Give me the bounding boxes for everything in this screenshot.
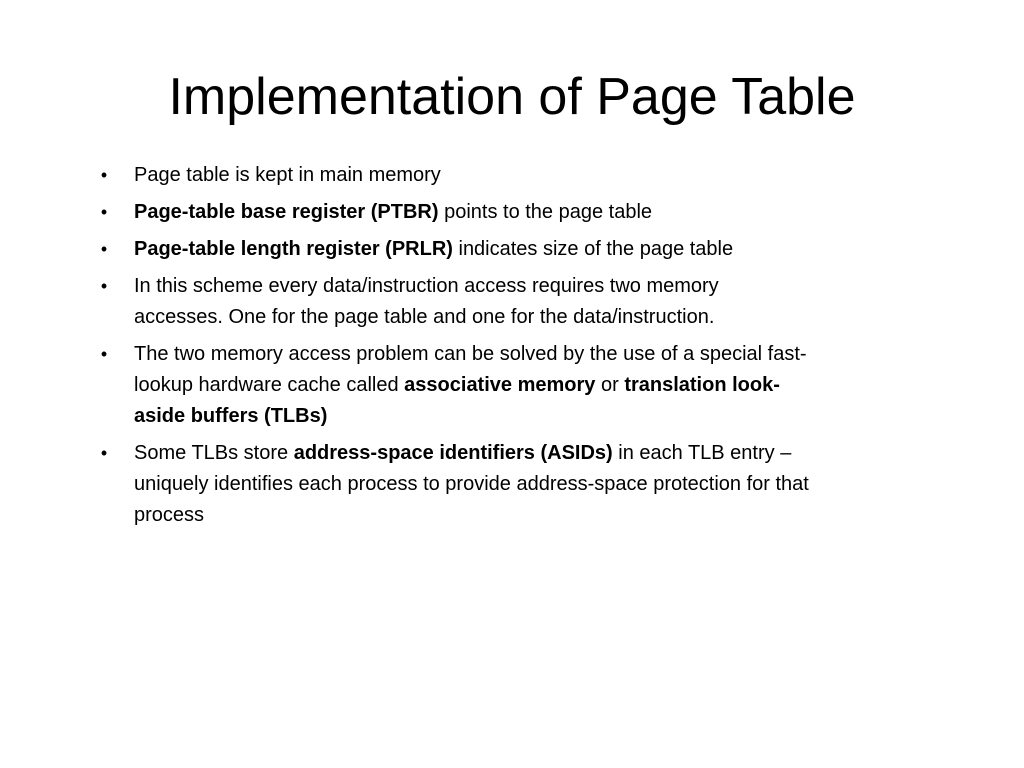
bullet-item <box>100 160 834 191</box>
bullet-text: in each TLB entry – uniquely identifies each process to provide address-space protection for that process <box>134 442 809 526</box>
bullet-item <box>100 197 834 228</box>
bullet-item <box>100 271 754 333</box>
bullet-item <box>100 234 834 265</box>
bullet-icon: • <box>100 202 108 222</box>
bullet-bold-term: address-space identifiers (ASIDs) <box>293 442 613 464</box>
bullet-icon: • <box>100 443 108 463</box>
bullet-bold-term: associative memory <box>404 374 596 396</box>
bullet-text: points to the page table <box>438 201 653 223</box>
bullet-icon: • <box>100 276 108 296</box>
bullet-bold-term: Page-table base register (PTBR) <box>134 201 439 223</box>
bullet-text: indicates size of the page table <box>452 238 734 260</box>
slide-title: Implementation of Page Table <box>168 68 856 126</box>
bullet-text: Page table is kept in main memory <box>134 164 441 186</box>
bullet-bold-term: Page-table length register (PRLR) <box>134 238 453 260</box>
bullet-bold-term: translation look-aside buffers (TLBs) <box>134 374 780 427</box>
bullet-text: Some TLBs store <box>134 442 294 464</box>
bullet-icon: • <box>100 344 108 364</box>
bullet-item <box>100 339 824 432</box>
bullet-text: The two memory access problem can be solved by the use of a special fast-lookup hardware cache called <box>134 343 807 396</box>
bullet-icon: • <box>100 165 108 185</box>
bullet-text: or <box>595 374 625 396</box>
bullet-text: In this scheme every data/instruction access requires two memory accesses. One for the page table and one for the data/instruction. <box>134 275 719 328</box>
bullet-item <box>100 438 824 531</box>
bullet-icon: • <box>100 239 108 259</box>
bullet-list <box>100 160 834 537</box>
